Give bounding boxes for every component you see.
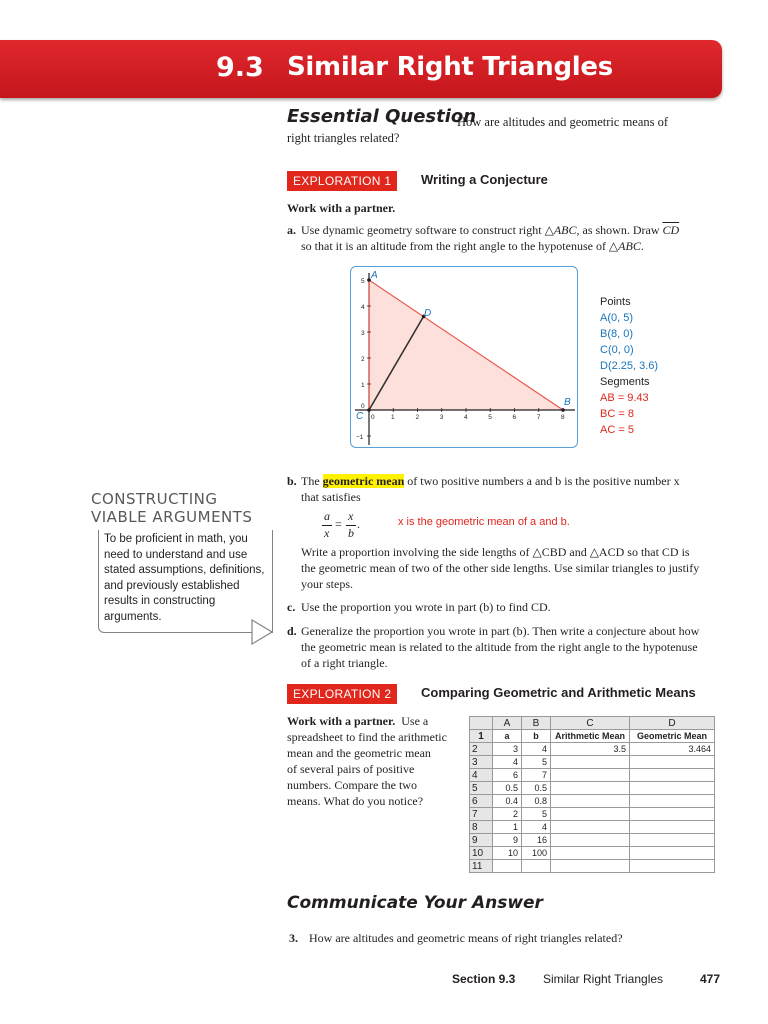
table-cell [630,847,715,860]
x-tick-label: 1 [391,414,395,421]
row-header: 2 [470,743,493,756]
question-number: 3. [289,931,298,945]
table-cell: 5 [522,756,551,769]
part-b-text: The [301,474,323,488]
triangle-name: ABC [553,223,577,237]
table-cell [551,834,630,847]
part-b-letter: b. [287,474,297,488]
y-tick-label: 4 [361,304,365,311]
table-cell [630,769,715,782]
table-cell: 2 [493,808,522,821]
row-header: 10 [470,847,493,860]
table-cell: 0.5 [493,782,522,795]
essential-question-label: Essential Question [287,106,477,127]
table-row [470,782,715,795]
column-title: b [522,730,551,743]
work-with-partner-2: Work with a partner. [287,714,396,728]
period: . [357,517,360,531]
page-number: 477 [700,972,721,986]
question-text: How are altitudes and geometric means of right triangles related? [309,931,623,945]
x-tick-label: 3 [439,414,444,421]
part-b-line3: Write a proportion involving the side lengths of △CBD and △ACD so that CD is [301,545,690,559]
part-d-line2: the geometric mean is related to the altitude from the right angle to the hypotenuse [301,640,698,654]
column-title: Arithmetic Mean [551,730,630,743]
part-b-line2: that satisfies [301,490,361,504]
sidebar-title-line1: CONSTRUCTING [91,490,218,508]
point-entry: A(0, 5) [600,312,634,324]
table-cell [522,860,551,873]
point-label-c: C [356,411,364,422]
point-b [561,408,565,412]
geometry-graph [350,266,578,448]
y-tick-label: 2 [361,356,365,363]
equals-sign: = [335,517,342,531]
part-a-line1 [301,222,679,238]
point-entry: B(8, 0) [600,328,634,340]
table-cell: 7 [522,769,551,782]
geometric-mean-note: x is the geometric mean of a and b. [398,516,570,528]
column-title: a [493,730,522,743]
segments-heading: Segments [600,376,650,388]
column-title: Geometric Mean [630,730,715,743]
table-row [470,821,715,834]
table-cell [630,756,715,769]
x-tick-label: 5 [488,414,492,421]
spreadsheet [469,716,715,873]
table-row [470,834,715,847]
column-header: C [551,717,630,730]
exploration-2-line: numbers. Compare the two [287,778,417,792]
point-label-d: D [424,308,432,319]
column-header: A [493,717,522,730]
x-tick-label: 6 [512,414,517,421]
exploration-2-line: Use a [401,714,429,728]
y-tick-label: 0 [361,403,365,410]
exploration-2-title: Comparing Geometric and Arithmetic Means [421,685,696,700]
essential-question-line2: right triangles related? [287,131,400,145]
table-cell: 6 [493,769,522,782]
part-b-text: of two positive numbers a and b is the positive number x [404,474,680,488]
proportion-equation [322,509,368,543]
x-tick-label: 2 [415,414,420,421]
table-row [470,808,715,821]
table-cell [630,821,715,834]
point-entry: C(0, 0) [600,344,634,356]
row-header: 8 [470,821,493,834]
frac2-numerator: x [348,509,354,523]
sidebar-title-line2: VIABLE ARGUMENTS [91,508,253,526]
x-tick-label: 0 [371,414,375,421]
exploration-2-tag: EXPLORATION 2 [287,684,397,704]
sidebar-box [98,530,273,633]
frac1-denominator: x [324,526,330,540]
corner-cell [470,717,493,730]
part-d-letter: d. [287,624,297,638]
table-row [470,860,715,873]
point-entry: D(2.25, 3.6) [600,360,659,372]
exploration-2-line: spreadsheet to find the arithmetic [287,730,447,744]
row-header: 5 [470,782,493,795]
footer-title: Similar Right Triangles [543,972,664,986]
part-c-text: Use the proportion you wrote in part (b) to find CD. [301,600,551,614]
table-cell: 16 [522,834,551,847]
table-header-row [470,730,715,743]
exploration-2-line: mean and the geometric mean [287,746,431,760]
column-header-row [470,717,715,730]
table-cell [551,782,630,795]
table-cell [630,795,715,808]
table-row [470,795,715,808]
table-cell: 3.464 [630,743,715,756]
table-cell [630,808,715,821]
part-a-text: so that it is an altitude from the right angle to the hypotenuse of △ [301,239,619,253]
frac2-denominator: b [348,526,354,540]
table-cell: 0.4 [493,795,522,808]
sidebar-body: To be proficient in math, you need to understand and use stated assumptions, definitions, and previously established results in constructing arguments. [104,533,265,623]
table-cell: 4 [493,756,522,769]
column-header: D [630,717,715,730]
row-header: 4 [470,769,493,782]
point-c [367,408,371,412]
row-header: 9 [470,834,493,847]
part-a-text: . [640,239,644,253]
row-header: 7 [470,808,493,821]
table-cell [551,795,630,808]
y-tick-label: 1 [361,382,365,389]
part-a-letter: a. [287,223,296,237]
exploration-2-text [287,713,459,809]
exploration-2-line: means. What do you notice? [287,794,424,808]
segment-cd: $\overline{CD}$ [662,223,680,237]
row-header: 1 [470,730,493,743]
table-cell [551,808,630,821]
table-cell: 9 [493,834,522,847]
y-tick-label: 3 [361,330,365,337]
table-row [470,756,715,769]
table-row [470,847,715,860]
essential-question-line1: How are altitudes and geometric means of [457,115,669,129]
part-a-text: Use dynamic geometry software to construct right △ [301,223,554,237]
table-cell: 3 [493,743,522,756]
table-cell: 1 [493,821,522,834]
frac1-numerator: a [324,509,330,523]
work-with-partner-1: Work with a partner. [287,201,396,215]
table-cell [493,860,522,873]
triangle-name: ABC [618,239,641,253]
table-cell: 3.5 [551,743,630,756]
table-cell [551,821,630,834]
exploration-1-tag: EXPLORATION 1 [287,171,397,191]
segment-entry: AB = 9.43 [600,392,649,404]
x-tick-label: 8 [561,414,565,421]
table-cell [551,847,630,860]
table-cell [551,769,630,782]
table-cell: 10 [493,847,522,860]
part-a-line2 [301,238,644,254]
part-b-line5: your steps. [301,577,353,591]
x-tick-label: 7 [536,414,541,421]
segment-entry: BC = 8 [600,408,634,420]
table-cell [551,756,630,769]
part-b-line4: the geometric mean of two of the other side lengths. Use similar triangles to justify [301,561,700,575]
table-cell [630,782,715,795]
part-d-line1: Generalize the proportion you wrote in part (b). Then write a conjecture about how [301,624,700,638]
point-label-a: A [371,270,378,281]
row-header: 6 [470,795,493,808]
table-cell [551,860,630,873]
table-row [470,769,715,782]
part-a-text: , as shown. Draw [576,223,663,237]
points-panel [600,294,658,438]
table-cell [630,860,715,873]
table-cell [630,834,715,847]
column-header: B [522,717,551,730]
part-c-letter: c. [287,600,296,614]
points-heading: Points [600,296,631,308]
point-label-b: B [564,397,571,408]
table-cell: 0.8 [522,795,551,808]
table-cell: 0.5 [522,782,551,795]
x-tick-label: 4 [464,414,468,421]
sidebar-title [91,490,252,526]
y-tick-label: −1 [356,434,364,441]
sidebar-arrow-icon [250,618,276,646]
part-d-line3: of a right triangle. [301,656,388,670]
segment-entry: AC = 5 [600,424,634,436]
communicate-title: Communicate Your Answer [287,893,543,913]
table-cell: 5 [522,808,551,821]
table-cell: 100 [522,847,551,860]
geometric-mean-highlight: geometric mean [322,474,405,488]
exploration-1-title: Writing a Conjecture [421,172,548,187]
row-header: 11 [470,860,493,873]
table-cell: 4 [522,821,551,834]
table-row [470,743,715,756]
exploration-2-line: of several pairs of positive [287,762,415,776]
table-cell: 4 [522,743,551,756]
footer-section: Section 9.3 [452,972,516,986]
y-tick-label: 5 [361,278,365,285]
section-number: 9.3 [216,52,264,83]
triangle-plot [351,267,577,447]
part-b-line1 [301,473,680,489]
section-title: Similar Right Triangles [287,52,613,82]
row-header: 3 [470,756,493,769]
